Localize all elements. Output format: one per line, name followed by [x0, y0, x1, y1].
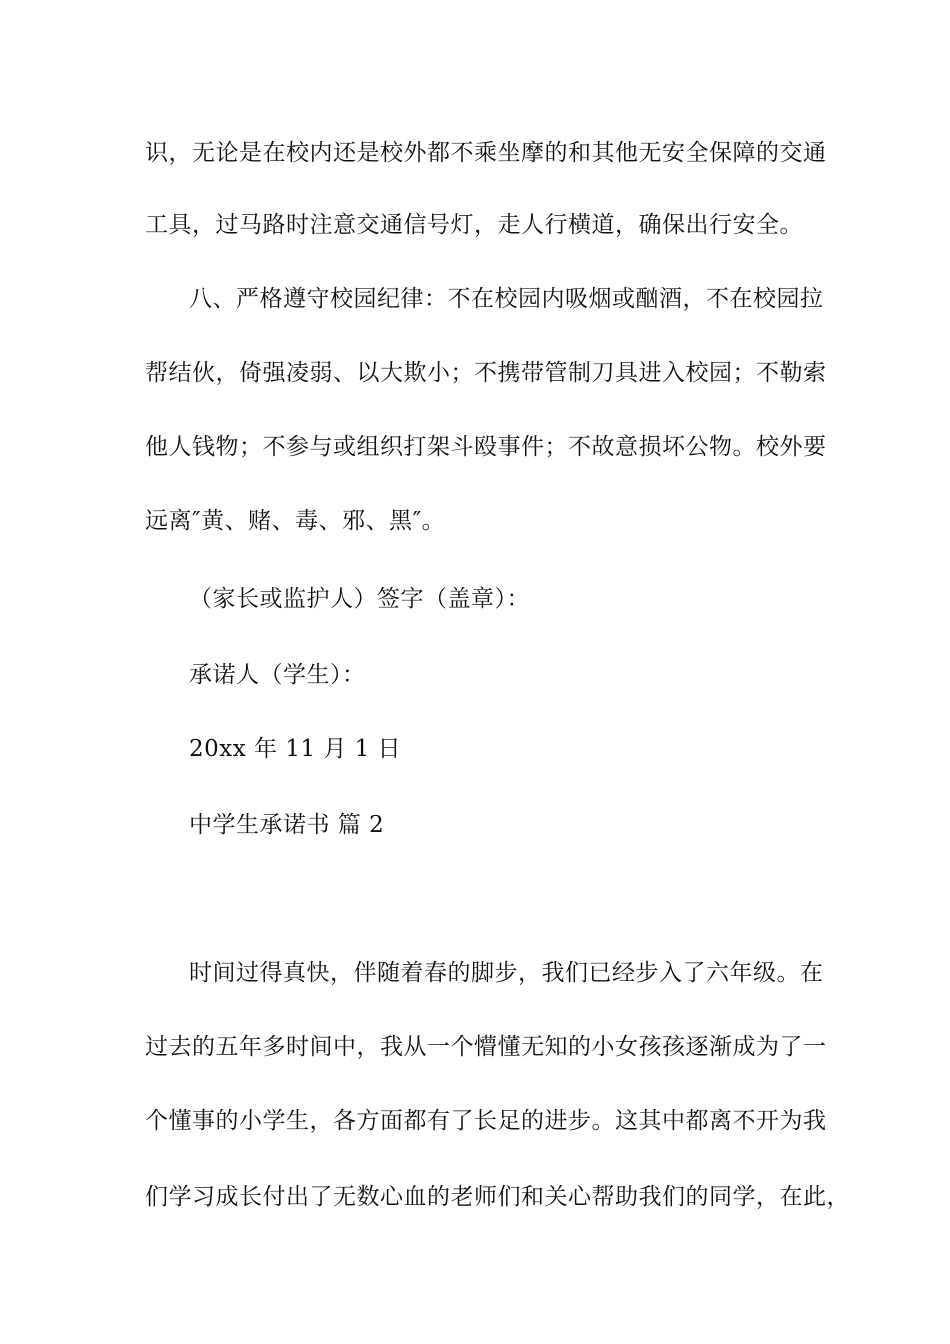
paragraph-line: 们学习成长付出了无数心血的老师们和关心帮助我们的同学，在此，	[145, 1184, 850, 1210]
paragraph-line: 时间过得真快，伴随着春的脚步，我们已经步入了六年级。在	[189, 960, 824, 986]
paragraph-line: 他人钱物；不参与或组织打架斗殴事件；不故意损坏公物。校外要	[145, 434, 827, 460]
paragraph-line: 帮结伙，倚强凌弱、以大欺小；不携带管制刀具进入校园；不勒索	[145, 360, 827, 386]
paragraph-line: 远离″黄、赌、毒、邪、黑″。	[145, 508, 446, 534]
paragraph-line: 工具，过马路时注意交通信号灯，走人行横道，确保出行安全。	[145, 212, 803, 238]
guardian-signature-line: （家长或监护人）签字（盖章）：	[189, 586, 530, 612]
section-title: 中学生承诺书 篇 2	[189, 812, 385, 838]
promisor-signature-line: 承诺人（学生）：	[189, 662, 366, 688]
paragraph-line: 识，无论是在校内还是校外都不乘坐摩的和其他无安全保障的交通	[145, 140, 827, 166]
date-line: 20xx 年 11 月 1 日	[189, 736, 402, 762]
paragraph-line: 个懂事的小学生，各方面都有了长足的进步。这其中都离不开为我	[145, 1108, 827, 1134]
paragraph-line: 过去的五年多时间中，我从一个懵懂无知的小女孩孩逐渐成为了一	[145, 1034, 827, 1060]
section-eight-heading-line: 八、严格遵守校园纪律：不在校园内吸烟或酗酒，不在校园拉	[189, 286, 824, 312]
